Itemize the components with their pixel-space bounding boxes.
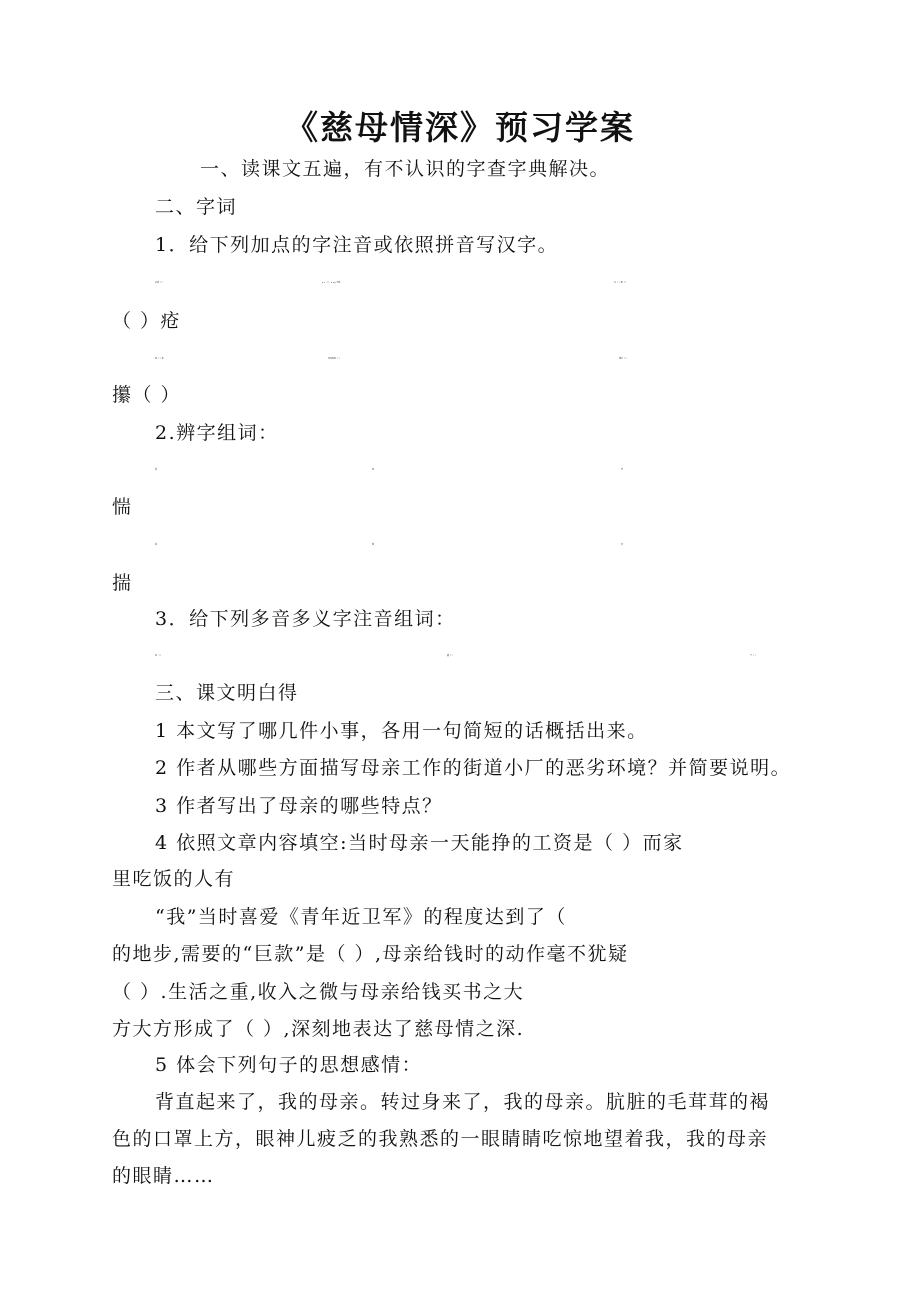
q2-char-qi: 葺 bbox=[621, 544, 624, 546]
c3-question: 3 作者写出了母亲的哪些特点？ bbox=[155, 795, 443, 817]
q3-item-hao: 号（ ） bbox=[750, 655, 757, 657]
q3-row bbox=[0, 643, 920, 669]
q1-item-songyong: 怂（ ）恿（ ） bbox=[614, 282, 628, 284]
q2-row-1 bbox=[0, 457, 920, 483]
c4-line-3: “我”当时喜爱《青年近卫军》的程度达到了（ bbox=[155, 906, 567, 928]
q1-item-jieao: ji é （ ） à o( )不驯 bbox=[322, 282, 341, 284]
document-title: 《慈母情深》预习学案 bbox=[285, 108, 635, 147]
q2-char-rong: 茸 bbox=[621, 469, 624, 471]
section-2-heading: 二、字词 bbox=[155, 196, 238, 218]
q2-char-qian: 铅 bbox=[155, 469, 158, 471]
c5-passage-line-3: 的眼睛…… bbox=[112, 1165, 215, 1187]
c4-line-1: 4 依照文章内容填空:当时母亲一天能挣的工资是（ ）而家 bbox=[155, 832, 684, 854]
q1-item-pifa: 疲乏（ ） bbox=[619, 358, 628, 360]
q1-row-2 bbox=[0, 346, 920, 372]
c5-passage-line-1: 背直起来了，我的母亲。转过身来了，我的母亲。肮脏的毛茸茸的褐 bbox=[155, 1091, 771, 1113]
q1-row-1-wrap: （ ）疮 bbox=[112, 310, 182, 332]
q2-char-tao2: 淘 bbox=[372, 544, 375, 546]
q1-item-hushi: 虎视眈眈（ ） bbox=[328, 358, 341, 360]
c1-question: 1 本文写了哪几件小事，各用一句简短的话概括出来。 bbox=[155, 720, 648, 742]
section-1-instruction: 一、读课文五遍，有不认识的字查字典解决。 bbox=[200, 158, 611, 180]
q2-char-zhui: 惴 bbox=[112, 496, 133, 518]
c4-line-2: 里吃饭的人有 bbox=[112, 868, 236, 890]
c5-prompt: 5 体会下列句子的思想感情： bbox=[155, 1054, 423, 1076]
c2-question: 2 作者从哪些方面描写母亲工作的街道小厂的恶劣环境？并简要说明。 bbox=[155, 757, 792, 779]
q1-item-hese: 褐（ ）色 bbox=[155, 358, 164, 360]
c4-line-4: 的地步,需要的“巨款”是（ ）,母亲给钱时的动作毫不犹疑 bbox=[112, 943, 629, 965]
c4-line-6: 方大方形成了（ ）,深刻地表达了慈母情之深. bbox=[112, 1018, 525, 1040]
q1-row-1 bbox=[0, 270, 920, 296]
section-3-heading: 三、课文明白得 bbox=[155, 682, 299, 704]
q3-item-sai: 塞（ ） bbox=[447, 655, 454, 657]
q1-row-2-wrap: 攥（ ） bbox=[112, 384, 182, 406]
c5-passage-line-2: 色的口罩上方，眼神儿疲乏的我熟悉的一眼睛睛吃惊地望着我，我的母亲 bbox=[112, 1128, 769, 1150]
q1-prompt: 1．给下列加点的字注音或依照拼音写汉字。 bbox=[155, 234, 559, 256]
q2-char-lv: 铝 bbox=[155, 544, 158, 546]
q2-prompt: 2.辨字组词： bbox=[155, 422, 279, 444]
q3-prompt: 3．给下列多音多义字注音组词： bbox=[155, 608, 456, 630]
q3-item-gui: 龟 （ ） bbox=[155, 655, 163, 657]
c4-line-5: （ ）.生活之重,收入之微与母亲给钱买书之大 bbox=[112, 981, 525, 1003]
q1-item-qidao: 祈祷（ ） bbox=[155, 282, 164, 284]
q2-char-tao: 匋 bbox=[372, 469, 375, 471]
q2-row-2 bbox=[0, 532, 920, 558]
q2-char-chuai: 揣 bbox=[112, 572, 133, 594]
